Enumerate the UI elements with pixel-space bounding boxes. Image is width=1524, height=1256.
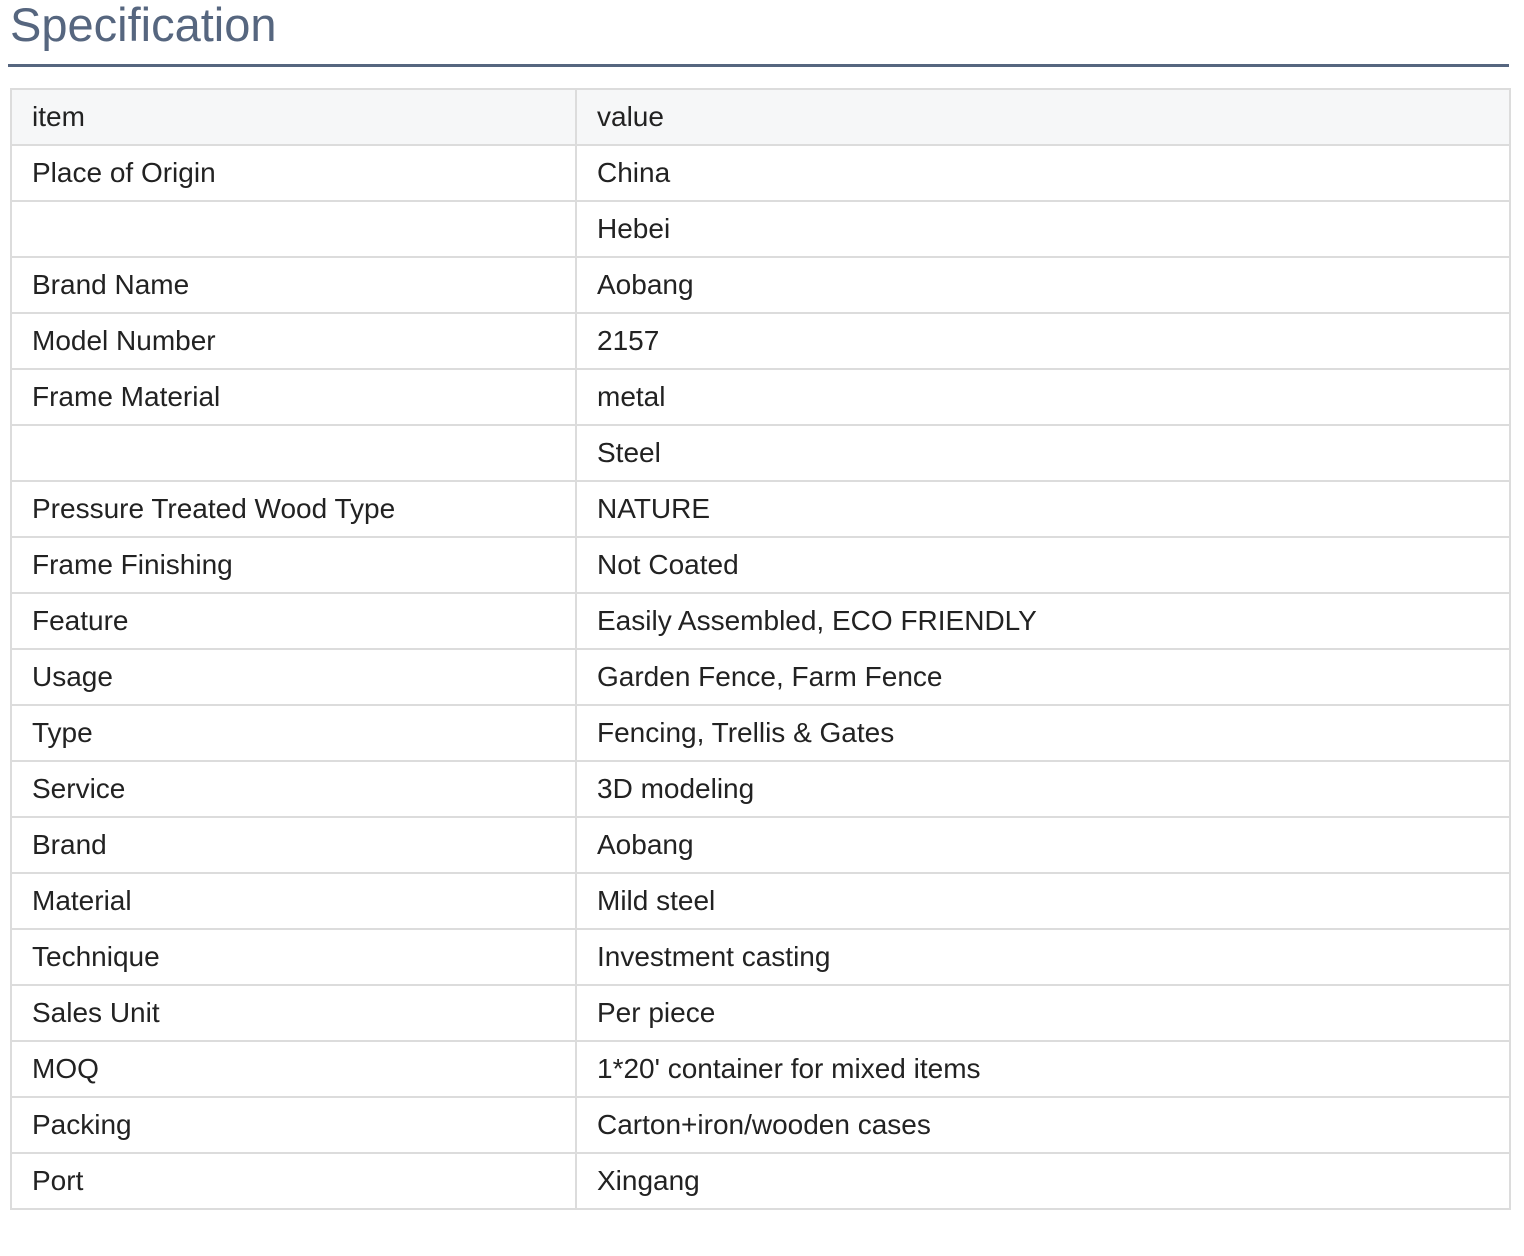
title-divider [8, 64, 1509, 67]
value-cell: Not Coated [576, 537, 1510, 593]
table-row [11, 817, 1510, 873]
value-cell: Garden Fence, Farm Fence [576, 649, 1510, 705]
item-cell: Brand Name [11, 257, 576, 313]
table-row [11, 1097, 1510, 1153]
value-cell: Aobang [576, 257, 1510, 313]
item-cell: Frame Material [11, 369, 576, 425]
item-cell: MOQ [11, 1041, 576, 1097]
item-cell: Material [11, 873, 576, 929]
table-row [11, 537, 1510, 593]
value-cell: 3D modeling [576, 761, 1510, 817]
value-cell: 1*20' container for mixed items [576, 1041, 1510, 1097]
item-cell: Port [11, 1153, 576, 1209]
table-row [11, 649, 1510, 705]
table-row [11, 1041, 1510, 1097]
item-cell: Packing [11, 1097, 576, 1153]
table-row [11, 705, 1510, 761]
item-cell: Technique [11, 929, 576, 985]
table-header-row [11, 89, 1510, 145]
item-cell: Model Number [11, 313, 576, 369]
table-row [11, 313, 1510, 369]
value-cell: Xingang [576, 1153, 1510, 1209]
item-cell: Brand [11, 817, 576, 873]
table-row [11, 481, 1510, 537]
table-row [11, 369, 1510, 425]
value-cell: Per piece [576, 985, 1510, 1041]
item-cell: Sales Unit [11, 985, 576, 1041]
table-row [11, 425, 1510, 481]
table-row [11, 257, 1510, 313]
table-row [11, 929, 1510, 985]
item-cell [11, 201, 576, 257]
specification-table [10, 88, 1511, 1210]
value-cell: Steel [576, 425, 1510, 481]
value-cell: Carton+iron/wooden cases [576, 1097, 1510, 1153]
value-cell: Investment casting [576, 929, 1510, 985]
value-cell: China [576, 145, 1510, 201]
value-cell: metal [576, 369, 1510, 425]
item-cell: Place of Origin [11, 145, 576, 201]
item-cell: Usage [11, 649, 576, 705]
value-cell: Aobang [576, 817, 1510, 873]
item-cell [11, 425, 576, 481]
value-cell: Mild steel [576, 873, 1510, 929]
column-header-value: value [576, 89, 1510, 145]
value-cell: Easily Assembled, ECO FRIENDLY [576, 593, 1510, 649]
table-row [11, 761, 1510, 817]
table-row [11, 873, 1510, 929]
item-cell: Service [11, 761, 576, 817]
item-cell: Pressure Treated Wood Type [11, 481, 576, 537]
column-header-item: item [11, 89, 576, 145]
table-row [11, 145, 1510, 201]
value-cell: 2157 [576, 313, 1510, 369]
table-row [11, 201, 1510, 257]
table-row [11, 593, 1510, 649]
value-cell: NATURE [576, 481, 1510, 537]
table-row [11, 1153, 1510, 1209]
value-cell: Hebei [576, 201, 1510, 257]
value-cell: Fencing, Trellis & Gates [576, 705, 1510, 761]
item-cell: Feature [11, 593, 576, 649]
table-row [11, 985, 1510, 1041]
item-cell: Type [11, 705, 576, 761]
item-cell: Frame Finishing [11, 537, 576, 593]
section-title: Specification [10, 0, 277, 51]
